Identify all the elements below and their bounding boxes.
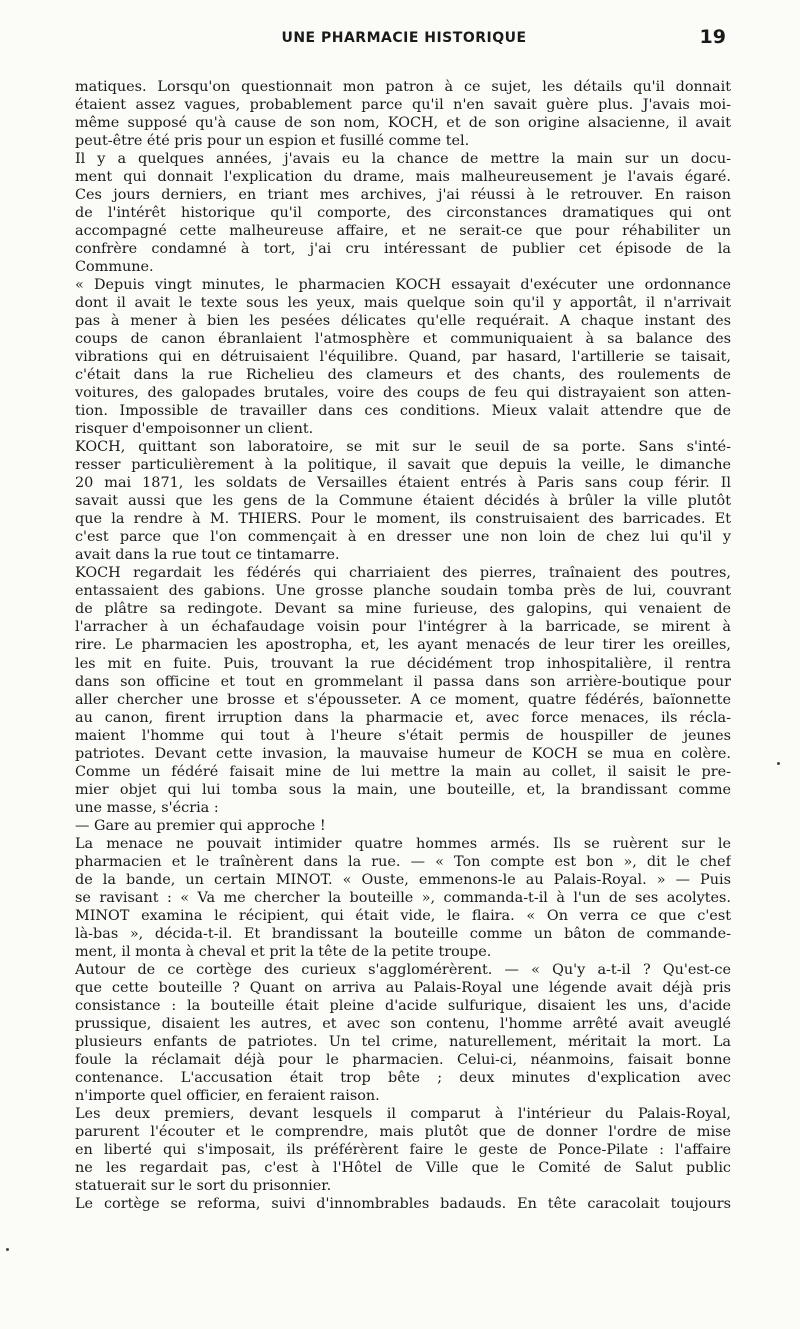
text-line: même supposé qu'à cause de son nom, KOCH, et de son origine alsacienne, il avait — [75, 115, 731, 132]
text-line: coups de canon ébranlaient l'atmosphère et communiquaient à sa balance des — [75, 331, 731, 348]
text-line: Il y a quelques années, j'avais eu la chance de mettre la main sur un docu- — [75, 151, 731, 168]
text-line: plusieurs enfants de patriotes. Un tel crime, naturellement, méritait la mort. La — [75, 1033, 731, 1050]
text-line: de la bande, un certain MINOT. « Ouste, emmenons-le au Palais-Royal. » — Puis — [75, 871, 731, 888]
text-line: accompagné cette malheureuse affaire, et ne serait-ce que pour réhabiliter un — [75, 223, 731, 240]
text-line: — Gare au premier qui approche ! — [75, 817, 326, 834]
text-line: tion. Impossible de travailler dans ces conditions. Mieux valait attendre que de — [75, 403, 731, 420]
text-line: l'arracher à un échafaudage voisin pour l'intégrer à la barricade, se mirent à — [75, 619, 731, 636]
text-line: pharmacien et le traînèrent dans la rue. — « Ton compte est bon », dit le chef — [75, 853, 731, 870]
text-line: maient l'homme qui tout à l'heure s'était permis de houspiller de jeunes — [75, 727, 731, 744]
print-speck — [6, 1248, 9, 1251]
text-line: se ravisant : « Va me chercher la bouteille », commanda-t-il à l'un de ses acolytes. — [75, 889, 731, 906]
text-line: pas à mener à bien les pesées délicates qu'elle requérait. A chaque instant des — [75, 313, 731, 330]
text-line: MINOT examina le récipient, qui était vide, le flaira. « On verra ce que c'est — [75, 907, 731, 924]
text-line: aller chercher une brosse et s'épousseter. A ce moment, quatre fédérés, baïonnette — [75, 691, 731, 708]
text-line: avait dans la rue tout ce tintamarre. — [75, 547, 340, 564]
text-line: en liberté qui s'imposait, ils préférèrent faire le geste de Ponce-Pilate : l'affaire — [75, 1141, 731, 1158]
text-line: matiques. Lorsqu'on questionnait mon patron à ce sujet, les détails qu'il donnait — [75, 79, 731, 95]
page-header — [78, 28, 730, 54]
text-line: au canon, firent irruption dans la pharmacie et, avec force menaces, ils récla- — [75, 709, 731, 726]
text-line: n'importe quel officier, en feraient raison. — [75, 1087, 380, 1104]
text-line: La menace ne pouvait intimider quatre hommes armés. Ils se ruèrent sur le — [75, 835, 731, 852]
text-line: Les deux premiers, devant lesquels il comparut à l'intérieur du Palais-Royal, — [75, 1105, 731, 1122]
text-line: ment, il monta à cheval et prit la tête de la petite troupe. — [75, 943, 492, 960]
text-line: de l'intérêt historique qu'il comporte, des circonstances dramatiques qui ont — [75, 205, 731, 222]
print-speck — [777, 762, 780, 765]
text-line: ne les regardait pas, c'est à l'Hôtel de Ville que le Comité de Salut public — [75, 1159, 731, 1176]
text-line: dans son officine et tout en grommelant il passa dans son arrière-boutique pour — [75, 673, 731, 690]
text-line: que cette bouteille ? Quant on arriva au Palais-Royal une légende avait déjà pris — [75, 979, 731, 996]
text-line: contenance. L'accusation était trop bête ; deux minutes d'explication avec — [75, 1069, 731, 1086]
text-line: KOCH, quittant son laboratoire, se mit sur le seuil de sa porte. Sans s'inté- — [75, 439, 731, 456]
text-line: parurent l'écouter et le comprendre, mais plutôt que de donner l'ordre de mise — [75, 1123, 731, 1140]
text-line: « Depuis vingt minutes, le pharmacien KOCH essayait d'exécuter une ordonnance — [75, 277, 731, 294]
text-line: étaient assez vagues, probablement parce qu'il n'en savait guère plus. J'avais moi- — [75, 97, 731, 114]
text-line: que la rendre à M. THIERS. Pour le moment, ils construisaient des barricades. Et — [75, 511, 731, 528]
text-line: mier objet qui lui tomba sous la main, une bouteille, et, la brandissant comme — [75, 781, 731, 798]
text-line: rire. Le pharmacien les apostropha, et, les ayant menacés de leur tirer les oreilles, — [75, 637, 731, 654]
page-number: 19 — [699, 26, 726, 48]
text-line: Commune. — [75, 259, 154, 276]
text-line: voitures, des galopades brutales, voire des coups de feu qui distrayaient son atten- — [75, 385, 731, 402]
text-line: foule la réclamait déjà pour le pharmacien. Celui-ci, néanmoins, faisait bonne — [75, 1051, 731, 1068]
text-line: Le cortège se reforma, suivi d'innombrables badauds. En tête caracolait toujours — [75, 1195, 731, 1212]
running-title: UNE PHARMACIE HISTORIQUE — [281, 30, 527, 46]
text-line: KOCH regardait les fédérés qui charriaient des pierres, traînaient des poutres, — [75, 565, 731, 582]
text-line: statuerait sur le sort du prisonnier. — [75, 1177, 332, 1194]
text-line: entassaient des gabions. Une grosse planche soudain tomba près de lui, couvrant — [75, 583, 731, 600]
text-line: une masse, s'écria : — [75, 799, 219, 816]
text-line: 20 mai 1871, les soldats de Versailles étaient entrés à Paris sans coup férir. Il — [75, 475, 731, 492]
text-line: Ces jours derniers, en triant mes archives, j'ai réussi à le retrouver. En raison — [75, 187, 731, 204]
text-line: là-bas », décida-t-il. Et brandissant la bouteille comme un bâton de commande- — [75, 925, 731, 942]
text-line: savait aussi que les gens de la Commune étaient décidés à brûler la ville plutôt — [75, 493, 731, 510]
text-line: peut-être été pris pour un espion et fusillé comme tel. — [75, 133, 470, 150]
text-line: Comme un fédéré faisait mine de lui mettre la main au collet, il saisit le pre- — [75, 763, 731, 780]
text-line: ment qui donnait l'explication du drame, mais malheureusement je l'avais égaré. — [75, 169, 731, 186]
text-line: consistance : la bouteille était pleine d'acide sulfurique, disaient les uns, d'acide — [75, 997, 731, 1014]
text-line: patriotes. Devant cette invasion, la mauvaise humeur de KOCH se mua en colère. — [75, 745, 731, 762]
text-line: risquer d'empoisonner un client. — [75, 421, 314, 438]
body-text — [75, 78, 731, 1213]
text-line: vibrations qui en détruisaient l'équilibre. Quand, par hasard, l'artillerie se taisait, — [75, 349, 731, 366]
text-line: dont il avait le texte sous les yeux, mais quelque soin qu'il y apportât, il n'arrivait — [75, 295, 731, 312]
text-line: Autour de ce cortège des curieux s'agglomérèrent. — « Qu'y a-t-il ? Qu'est-ce — [75, 961, 731, 978]
text-line: resser particulièrement à la politique, il savait que depuis la veille, le dimanche — [75, 457, 731, 474]
text-line: c'était dans la rue Richelieu des clameurs et des chants, des roulements de — [75, 367, 731, 384]
text-line: de plâtre sa redingote. Devant sa mine furieuse, des galopins, qui venaient de — [75, 601, 731, 618]
text-line: les mit en fuite. Puis, trouvant la rue décidément trop inhospitalière, il rentra — [75, 655, 731, 672]
text-line: confrère condamné à tort, j'ai cru intéressant de publier cet épisode de la — [75, 241, 731, 258]
text-line: c'est parce que l'on commençait à en dresser une non loin de chez lui qu'il y — [75, 529, 731, 546]
text-line: prussique, disaient les autres, et avec son contenu, l'homme arrêté avait aveuglé — [75, 1015, 731, 1032]
